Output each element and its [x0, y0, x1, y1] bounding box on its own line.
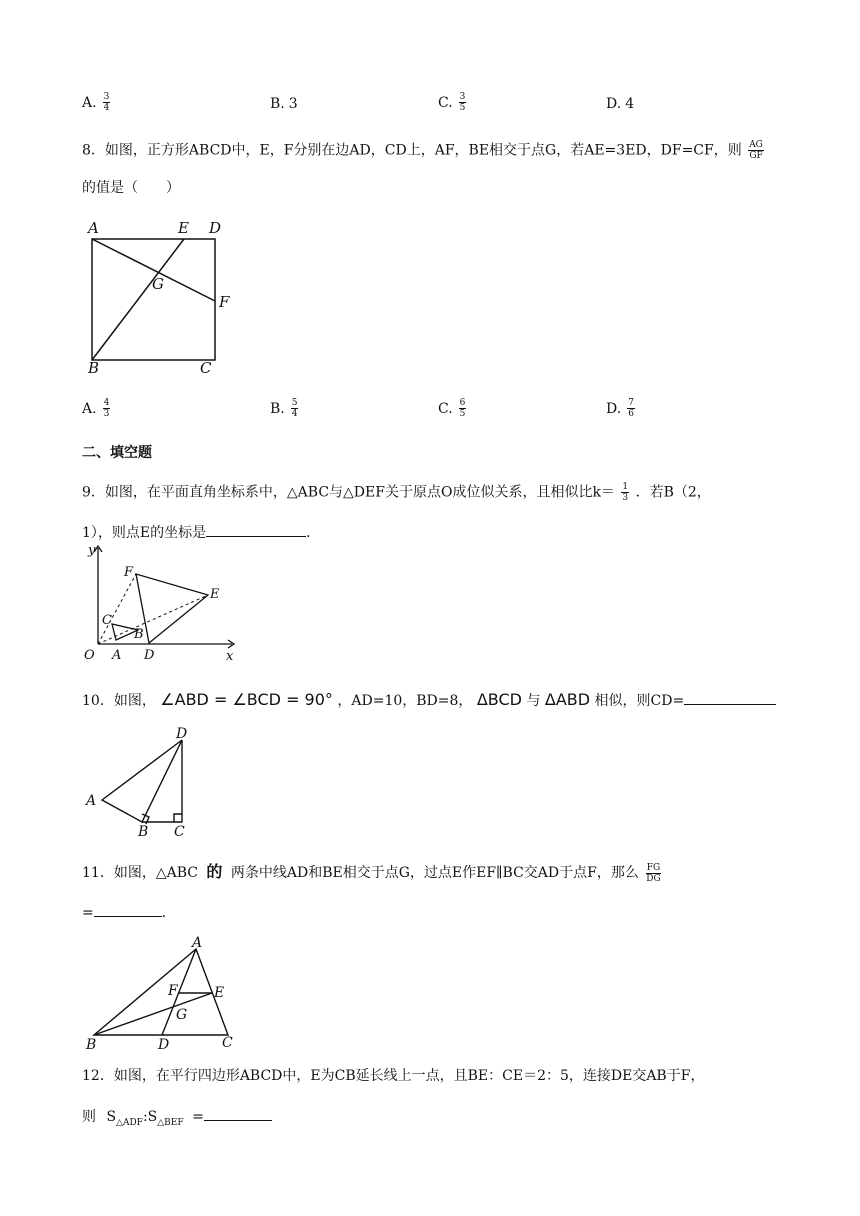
- q7-option-c: C. $\frac{3}{5}$: [438, 92, 466, 113]
- section-title-fill-blank: 二、填空题: [82, 445, 152, 461]
- label-d: D: [209, 219, 222, 237]
- label-o: O: [84, 648, 95, 663]
- label-c: C: [200, 359, 212, 377]
- q8-square-figure: [82, 215, 252, 380]
- label-g: G: [152, 275, 164, 293]
- q11-question-line1: 11．如图，△ABC 的 两条中线AD和BE相交于点G，过点E作EF∥BC交AD于点F，那么 $\frac{FG}{DG}$: [82, 862, 661, 884]
- right-angle-c: [174, 814, 182, 822]
- label-d: D: [158, 1037, 170, 1053]
- q12-question-line2: 则 $S_{\triangle ADF}:S_{\triangle BEF}$ =: [82, 1106, 272, 1133]
- label-d: D: [144, 648, 155, 663]
- label-d: D: [176, 726, 188, 742]
- q7-option-d: D. 4: [606, 96, 635, 112]
- q12-question-line1: 12．如图，在平行四边形ABCD中，E为CB延长线上一点，且BE：CE＝2：5，连接DE交AB于F，: [82, 1068, 705, 1084]
- label-b: B: [86, 1037, 97, 1053]
- label-e: E: [210, 587, 220, 602]
- dashed-oe: [98, 595, 208, 644]
- q10-triangle-figure: [82, 722, 202, 840]
- label-a: A: [192, 935, 203, 951]
- q10-answer-blank[interactable]: [684, 690, 776, 705]
- label-b: B: [134, 627, 144, 642]
- q11-triangle-figure: [82, 935, 252, 1053]
- label-f: F: [168, 983, 178, 999]
- q8-option-a: A. $\frac{4}{3}$: [82, 398, 110, 419]
- q10-question: 10．如图， ∠ABD = ∠BCD = 90° ，AD=10，BD=8， ΔBCD 与 ΔABD 相似，则CD=: [82, 690, 776, 711]
- q8-option-d: D. $\frac{7}{6}$: [606, 398, 634, 419]
- label-y: y: [88, 543, 96, 558]
- label-e: E: [178, 219, 189, 237]
- q8-question-line1: 8．如图，正方形ABCD中，E，F分别在边AD，CD上，AF，BE相交于点G，若AE=3ED，DF=CF，则 $\frac{AG}{GF}$: [82, 140, 763, 161]
- label-a: A: [112, 648, 122, 663]
- q11-question-line2: = ．: [82, 902, 176, 923]
- q8-option-b: B. $\frac{5}{4}$: [270, 398, 298, 419]
- label-c: C: [174, 824, 185, 840]
- label-a: A: [86, 793, 97, 809]
- q7-option-b: B. 3: [270, 96, 298, 112]
- label-e: E: [214, 985, 225, 1001]
- triangle-abc: [94, 949, 228, 1035]
- label-f: F: [219, 293, 230, 311]
- label-g: G: [176, 1007, 188, 1023]
- triangle-abd: [102, 740, 182, 822]
- label-b: B: [88, 359, 100, 377]
- q11-answer-blank[interactable]: [94, 902, 162, 917]
- label-a: A: [88, 219, 99, 237]
- segment-be: [92, 239, 184, 360]
- median-be: [94, 993, 212, 1035]
- square-abcd: [92, 239, 215, 360]
- label-c: C: [102, 613, 112, 628]
- q9-coordinate-figure: [82, 540, 252, 668]
- q9-question-line2: 1），则点E的坐标是 ．: [82, 522, 320, 543]
- q12-answer-blank[interactable]: [204, 1106, 272, 1121]
- q7-option-a: A. $\frac{3}{4}$: [82, 92, 110, 113]
- label-c: C: [222, 1035, 233, 1051]
- label-x: x: [226, 649, 234, 664]
- label-f: F: [124, 565, 134, 580]
- q8-option-c: C. $\frac{6}{5}$: [438, 398, 466, 419]
- label-b: B: [138, 824, 149, 840]
- q8-question-line2: 的值是（ ）: [82, 180, 180, 196]
- triangle-def: [136, 574, 208, 643]
- q9-question-line1: 9．如图，在平面直角坐标系中，△ABC与△DEF关于原点O成位似关系，且相似比k＝ $\frac{1}{3}$ ．若B（2，: [82, 482, 711, 503]
- q9-answer-blank[interactable]: [206, 522, 306, 537]
